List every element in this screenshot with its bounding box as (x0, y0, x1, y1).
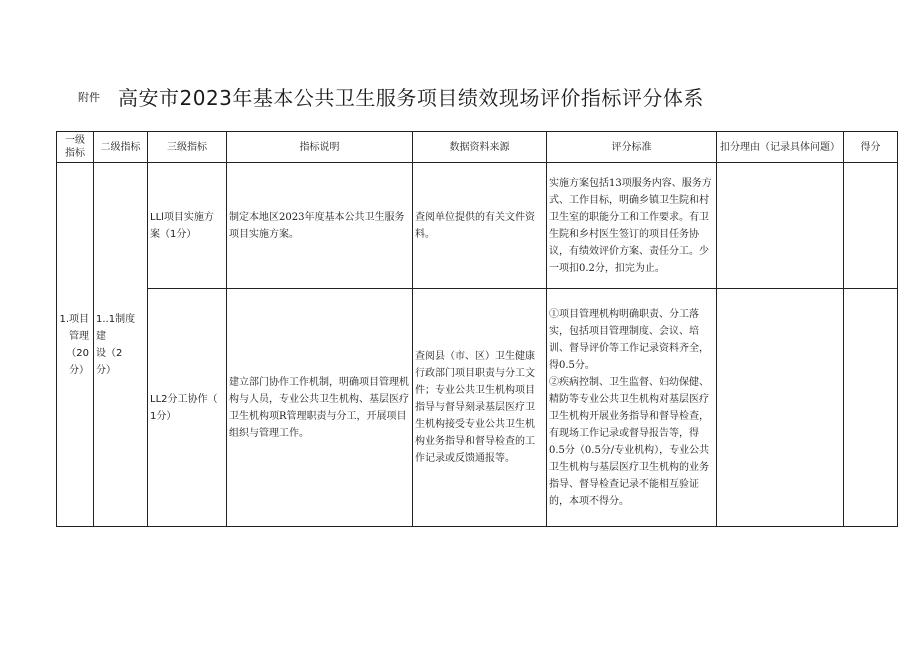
deduction-reason-cell[interactable] (717, 163, 844, 289)
table-row (57, 289, 898, 527)
evaluation-table (56, 131, 898, 527)
deduction-reason-cell[interactable] (717, 289, 844, 527)
level3-cell: LLl项目实施方 案（1分） (148, 163, 227, 289)
header-level2: 二级指标 (94, 132, 148, 163)
level1-cell: 1.项目 管理 （20分） (57, 163, 94, 527)
criteria-cell: ①项目管理机构明确职责、分工落实，包括项目管理制度、会议、培训、督导评价等工作记录资料齐全，得0.5分。 ②疾病控制、卫生监督、妇幼保健、精防等专业公共卫生机构对基层医疗卫生机构开展业务指导和督导检查，有现场工作记录或督导报告等，得0.5分（0.5分/专业机构），专业公共卫生机构与基层医疗卫生机构的业务指导、督导检查记录不能相互验证的，本项不得分。 (547, 289, 717, 527)
header-description: 指标说明 (227, 132, 413, 163)
description-cell: 建立部门协作工作机制，明确项目管理机构与人员，专业公共卫生机构、基层医疗卫生机构项R管理职责与分工，开展项目组织与管理工作。 (227, 289, 413, 527)
table-row (57, 163, 898, 289)
score-cell[interactable] (844, 289, 898, 527)
attachment-label: 附件 (78, 91, 100, 104)
header-level3: 三级指标 (148, 132, 227, 163)
header-deduction-reason: 扣分理由（记录具体问题） (717, 132, 844, 163)
criteria-cell: 实施方案包括13项服务内容、服务方式、工作目标，明确乡镇卫生院和村卫生室的职能分工和工作要求。有卫生院和乡村医生签订的项目任务协议，有绩效评价方案、责任分工。少一项扣0.2分，扣完为止。 (547, 163, 717, 289)
data-source-cell: 查阅单位提供的有关文件资料。 (413, 163, 547, 289)
description-cell: 制定本地区2023年度基本公共卫生服务项目实施方案。 (227, 163, 413, 289)
table-header-row (57, 132, 898, 163)
header-score: 得分 (844, 132, 898, 163)
header-level1: 一级 指标 (57, 132, 94, 163)
level3-cell: LL2分工协作（ 1分） (148, 289, 227, 527)
page-title: 高安市2023年基本公共卫生服务项目绩效现场评价指标评分体系 (118, 86, 704, 110)
header-criteria: 评分标准 (547, 132, 717, 163)
header-data-source: 数据资料来源 (413, 132, 547, 163)
score-cell[interactable] (844, 163, 898, 289)
data-source-cell: 查阅县（市、区）卫生健康行政部门项目职责与分工文件；专业公共卫生机构项目指导与督导刻录基层医疗卫生机构接受专业公共卫生机构业务指导和督导检查的工作记录或反馈通报等。 (413, 289, 547, 527)
level2-cell: 1..1制度建 设（2 分） (94, 163, 148, 527)
